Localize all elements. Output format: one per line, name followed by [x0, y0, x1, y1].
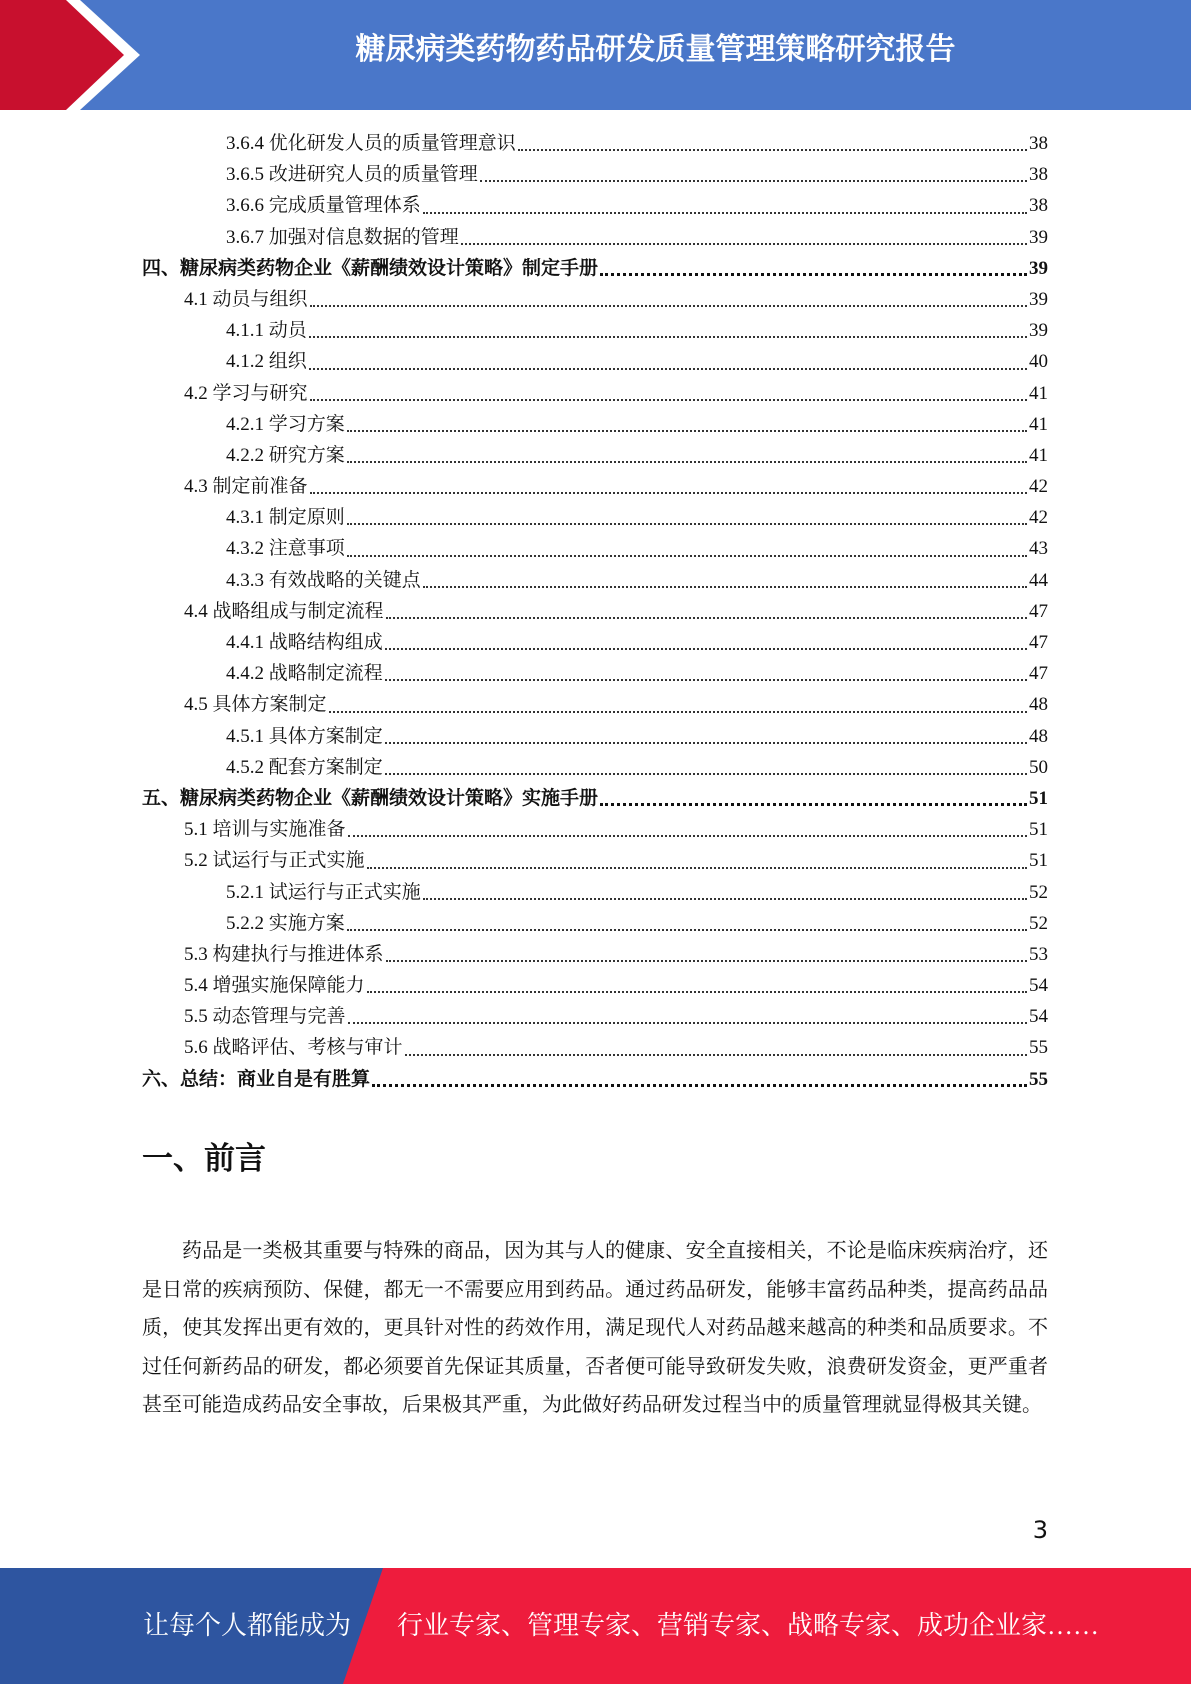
toc-dot-leader: [386, 617, 1027, 619]
toc-dot-leader: [405, 1054, 1027, 1056]
toc-dot-leader: [347, 430, 1027, 432]
toc-entry[interactable]: [142, 658, 1048, 689]
toc-dot-leader: [310, 492, 1027, 494]
toc-entry-label: 3.6.5 改进研究人员的质量管理: [226, 164, 478, 186]
report-title: 糖尿病类药物药品研发质量管理策略研究报告: [355, 32, 956, 67]
toc-entry-label: 5.1 培训与实施准备: [184, 819, 346, 841]
toc-dot-leader: [310, 399, 1027, 401]
toc-entry[interactable]: [142, 814, 1048, 845]
toc-entry-page: 55: [1029, 1068, 1048, 1090]
toc-entry[interactable]: [142, 565, 1048, 596]
toc-dot-leader: [600, 803, 1027, 806]
toc-dot-leader: [347, 523, 1027, 525]
toc-entry-label: 5.5 动态管理与完善: [184, 1006, 346, 1028]
toc-entry-label: 4.3 制定前准备: [184, 476, 308, 498]
toc-entry-label: 五、糖尿病类药物企业《薪酬绩效设计策略》实施手册: [142, 787, 599, 809]
toc-dot-leader: [461, 243, 1027, 245]
toc-entry-label: 4.3.2 注意事项: [226, 538, 345, 560]
toc-entry[interactable]: [142, 346, 1048, 377]
toc-entry[interactable]: [142, 502, 1048, 533]
toc-dot-leader: [423, 586, 1027, 588]
toc-entry-label: 5.2.2 实施方案: [226, 912, 345, 934]
toc-entry[interactable]: [142, 159, 1048, 190]
toc-entry[interactable]: [142, 284, 1048, 315]
footer-slogan-right: 行业专家、管理专家、营销专家、战略专家、成功企业家……: [397, 1611, 1100, 1640]
toc-entry-page: 38: [1029, 133, 1048, 154]
toc-entry[interactable]: [142, 721, 1048, 752]
toc-entry-page: 48: [1029, 694, 1048, 716]
toc-dot-leader: [367, 991, 1027, 993]
toc-entry[interactable]: [142, 877, 1048, 908]
toc-entry-page: 51: [1029, 787, 1048, 809]
toc-entry-page: 42: [1029, 476, 1048, 498]
toc-entry[interactable]: [142, 970, 1048, 1001]
toc-dot-leader: [309, 368, 1027, 370]
toc-entry-label: 5.3 构建执行与推进体系: [184, 943, 384, 965]
toc-dot-leader: [518, 149, 1027, 151]
toc-entry-label: 4.3.3 有效战略的关键点: [226, 569, 421, 591]
toc-entry-page: 40: [1029, 351, 1048, 373]
table-of-contents: [142, 128, 1048, 1095]
toc-entry[interactable]: [142, 783, 1048, 814]
toc-dot-leader: [310, 305, 1027, 307]
toc-entry-page: 39: [1029, 226, 1048, 248]
toc-entry-page: 47: [1029, 663, 1048, 685]
toc-entry-page: 41: [1029, 413, 1048, 435]
body-paragraph: 药品是一类极其重要与特殊的商品，因为其与人的健康、安全直接相关，不论是临床疾病治疗，还是日常的疾病预防、保健，都无一不需要应用到药品。通过药品研发，能够丰富药品种类，提高药品品质，使其发挥出更有效的，更具针对性的药效作用，满足现代人对药品越来越高的种类和品质要求。不过任何新药品的研发，都必须要首先保证其质量，否者便可能导致研发失败，浪费研发资金，更严重者甚至可能造成药品安全事故，后果极其严重，为此做好药品研发过程当中的质量管理就显得极其关键。: [142, 1240, 1048, 1416]
toc-entry-label: 3.6.7 加强对信息数据的管理: [226, 226, 459, 248]
toc-entry[interactable]: [142, 1032, 1048, 1063]
toc-dot-leader: [385, 773, 1027, 775]
footer-slogan-left: 让每个人都能成为: [143, 1611, 352, 1640]
toc-entry-page: 38: [1029, 195, 1048, 217]
toc-entry-label: 六、总结：商业自是有胜算: [142, 1068, 371, 1090]
toc-entry-page: 54: [1029, 975, 1048, 997]
toc-entry-page: 52: [1029, 912, 1048, 934]
toc-entry-page: 55: [1029, 1037, 1048, 1059]
toc-entry-page: 43: [1029, 538, 1048, 560]
toc-dot-leader: [480, 180, 1027, 182]
toc-entry[interactable]: [142, 752, 1048, 783]
toc-entry-page: 44: [1029, 569, 1048, 591]
toc-entry-label: 4.3.1 制定原则: [226, 507, 345, 529]
toc-entry-label: 5.6 战略评估、考核与审计: [184, 1037, 403, 1059]
toc-dot-leader: [348, 1022, 1027, 1024]
toc-entry[interactable]: [142, 315, 1048, 346]
toc-entry-page: 51: [1029, 850, 1048, 872]
toc-entry-page: 41: [1029, 382, 1048, 404]
toc-entry-label: 5.4 增强实施保障能力: [184, 975, 365, 997]
toc-entry-label: 5.2 试运行与正式实施: [184, 850, 365, 872]
toc-entry-label: 4.2.2 研究方案: [226, 444, 345, 466]
toc-entry-page: 39: [1029, 288, 1048, 310]
toc-dot-leader: [348, 835, 1027, 837]
toc-entry[interactable]: [142, 939, 1048, 970]
toc-dot-leader: [372, 1084, 1027, 1087]
toc-entry[interactable]: [142, 128, 1048, 159]
toc-entry[interactable]: [142, 409, 1048, 440]
toc-entry[interactable]: [142, 1064, 1048, 1095]
toc-entry[interactable]: [142, 471, 1048, 502]
toc-dot-leader: [347, 555, 1027, 557]
toc-dot-leader: [423, 898, 1027, 900]
page-number: 3: [1032, 1516, 1048, 1544]
toc-entry-label: 4.4.2 战略制定流程: [226, 663, 383, 685]
toc-entry-page: 47: [1029, 632, 1048, 653]
toc-entry-label: 3.6.6 完成质量管理体系: [226, 195, 421, 217]
toc-entry-label: 4.5.1 具体方案制定: [226, 725, 383, 747]
toc-entry-label: 4.2 学习与研究: [184, 382, 308, 404]
toc-entry-page: 38: [1029, 164, 1048, 186]
toc-dot-leader: [385, 742, 1027, 744]
toc-entry[interactable]: [142, 253, 1048, 284]
section-heading: 一、前言: [142, 1141, 266, 1177]
toc-entry-label: 4.4 战略组成与制定流程: [184, 600, 384, 622]
toc-entry[interactable]: [142, 908, 1048, 939]
toc-entry-page: 48: [1029, 725, 1048, 747]
toc-entry-label: 3.6.4 优化研发人员的质量管理意识: [226, 133, 516, 154]
toc-entry-label: 4.4.1 战略结构组成: [226, 632, 383, 653]
toc-dot-leader: [423, 212, 1027, 214]
toc-entry-page: 52: [1029, 881, 1048, 903]
toc-entry-page: 41: [1029, 444, 1048, 466]
toc-entry-page: 54: [1029, 1006, 1048, 1028]
toc-entry[interactable]: [142, 845, 1048, 876]
toc-dot-leader: [386, 960, 1027, 962]
toc-entry-label: 4.1.1 动员: [226, 320, 307, 342]
toc-entry-page: 39: [1029, 320, 1048, 342]
toc-entry[interactable]: [142, 1001, 1048, 1032]
toc-entry-label: 4.5 具体方案制定: [184, 694, 327, 716]
toc-entry[interactable]: [142, 533, 1048, 564]
toc-entry-label: 4.5.2 配套方案制定: [226, 756, 383, 778]
toc-dot-leader: [347, 461, 1027, 463]
toc-dot-leader: [347, 929, 1027, 931]
toc-entry-label: 5.2.1 试运行与正式实施: [226, 881, 421, 903]
toc-entry-page: 47: [1029, 600, 1048, 622]
toc-entry[interactable]: [142, 190, 1048, 221]
toc-entry[interactable]: [142, 627, 1048, 658]
toc-entry-page: 50: [1029, 756, 1048, 778]
toc-dot-leader: [385, 679, 1027, 681]
toc-entry-label: 4.1.2 组织: [226, 351, 307, 373]
page-footer: [0, 1568, 1191, 1684]
toc-entry[interactable]: [142, 378, 1048, 409]
toc-entry-page: 53: [1029, 943, 1048, 965]
toc-entry[interactable]: [142, 222, 1048, 253]
toc-entry[interactable]: [142, 689, 1048, 720]
toc-entry-page: 51: [1029, 819, 1048, 841]
toc-dot-leader: [600, 273, 1027, 276]
toc-dot-leader: [385, 648, 1027, 650]
toc-dot-leader: [367, 867, 1027, 869]
toc-dot-leader: [309, 336, 1027, 338]
toc-entry-label: 四、糖尿病类药物企业《薪酬绩效设计策略》制定手册: [142, 257, 599, 279]
toc-entry-page: 39: [1029, 257, 1048, 279]
toc-entry[interactable]: [142, 596, 1048, 627]
toc-entry-label: 4.2.1 学习方案: [226, 413, 345, 435]
toc-entry-label: 4.1 动员与组织: [184, 288, 308, 310]
toc-entry-page: 42: [1029, 507, 1048, 529]
toc-entry[interactable]: [142, 440, 1048, 471]
toc-dot-leader: [329, 711, 1027, 713]
page-header: [0, 0, 1191, 110]
